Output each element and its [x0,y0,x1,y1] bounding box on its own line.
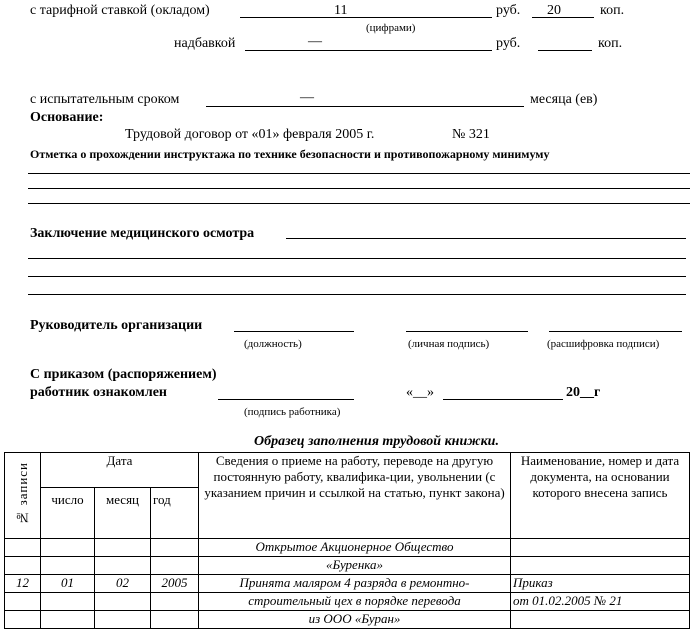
rub-label: руб. [496,36,521,51]
cell-num [5,593,41,611]
table-row [5,575,690,593]
ack-line1: С приказом (распоряжением) [30,367,217,382]
cell-doc [511,539,690,557]
header-day: число [41,488,95,539]
header-doc: Наименование, номер и дата документа, на основании которого внесена запись [511,453,690,539]
employee-signature-hint: (подпись работника) [244,406,341,418]
work-book-table [4,452,690,629]
table-row [5,557,690,575]
cell-year [151,611,199,629]
cell-day [41,593,95,611]
cell-doc [511,557,690,575]
cell-num [5,557,41,575]
header-num: № записи [5,453,41,539]
instruction-label: Отметка о прохождении инструктажа по технике безопасности и противопожарному минимуму [30,147,550,161]
header-date: Дата [41,453,199,488]
cell-num [5,611,41,629]
cell-info: Принята маляром 4 разряда в ремонтно- [199,575,511,593]
decoding-hint: (расшифровка подписи) [547,338,660,350]
sample-title: Образец заполнения трудовой книжки. [254,434,499,449]
position-hint: (должность) [244,338,302,350]
rub-label: руб. [496,3,521,18]
header-year: год [151,488,199,539]
ack-line2: работник ознакомлен [30,385,167,400]
table-row [5,611,690,629]
signature-hint: (личная подпись) [408,338,490,350]
cell-month [95,557,151,575]
table-row [5,539,690,557]
cell-day [41,611,95,629]
cell-year [151,593,199,611]
cell-doc: от 01.02.2005 № 21 [511,593,690,611]
cell-month [95,593,151,611]
header-info: Сведения о приеме на работу, переводе на другую постоянную работу, квалифика-ции, увольнении (с указанием причин и ссылкой на статью, пункт закона) [199,453,511,539]
cell-month: 02 [95,575,151,593]
cell-month [95,539,151,557]
table-row [5,593,690,611]
cell-month [95,611,151,629]
cell-year: 2005 [151,575,199,593]
bonus-value: — [308,34,322,49]
medical-label: Заключение медицинского осмотра [30,226,255,241]
probation-value: — [300,90,314,105]
cell-info: строительный цех в порядке перевода [199,593,511,611]
ack-date-day: «__» [406,385,434,400]
cell-doc [511,611,690,629]
cell-info: Открытое Акционерное Общество [199,539,511,557]
cell-day: 01 [41,575,95,593]
basis-label: Основание: [30,110,104,125]
salary-rub-value: 11 [334,3,348,18]
cell-day [41,557,95,575]
ack-year: 20__г [566,385,601,400]
basis-number: № 321 [452,127,490,142]
probation-unit: месяца (ев) [530,92,598,107]
bonus-label: надбавкой [174,36,236,51]
salary-kop-value: 20 [547,3,561,18]
cell-doc: Приказ [511,575,690,593]
salary-label: с тарифной ставкой (окладом) [30,3,210,18]
cell-num: 12 [5,575,41,593]
cell-year [151,557,199,575]
probation-label: с испытательным сроком [30,92,180,107]
kop-label: коп. [600,3,625,18]
cell-info: из ООО «Буран» [199,611,511,629]
head-label: Руководитель организации [30,318,203,333]
cell-num [5,539,41,557]
digits-hint: (цифрами) [366,22,416,34]
cell-info: «Буренка» [199,557,511,575]
kop-label: коп. [598,36,623,51]
cell-day [41,539,95,557]
basis-text: Трудовой договор от «01» февраля 2005 г. [125,127,375,142]
cell-year [151,539,199,557]
header-month: месяц [95,488,151,539]
